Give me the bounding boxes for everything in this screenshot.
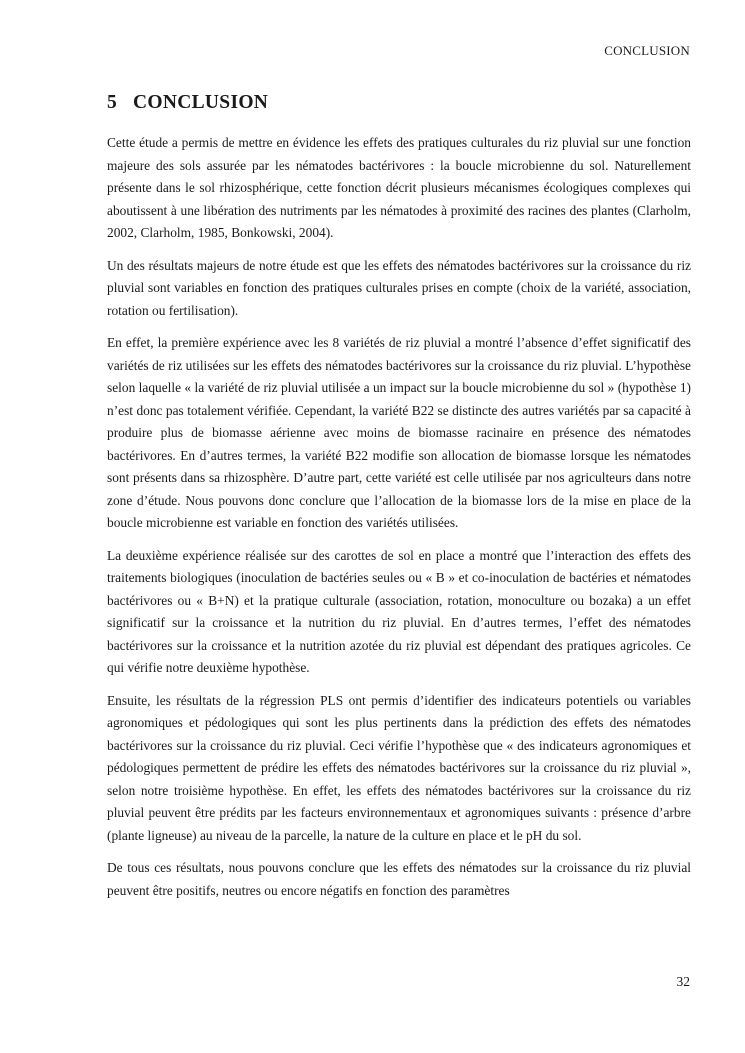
paragraph: Un des résultats majeurs de notre étude est que les effets des nématodes bactérivores sur la croissance du riz pluvial sont variables en fonction des pratiques culturales prises en compte (choix de la variété, association, rotation ou fertilisation).	[107, 257, 691, 318]
section-heading	[107, 92, 268, 114]
running-header: CONCLUSION	[604, 43, 690, 58]
paragraph: Ensuite, les résultats de la régression PLS ont permis d’identifier des indicateurs potentiels ou variables agronomiques et pédologiques qui sont les plus pertinents dans la prédiction des effets des nématodes bactérivores sur la croissance du riz pluvial. Ceci vérifie l’hypothèse que « des indicateurs agronomiques et pédologiques permettent de prédire les effets des nématodes bactérivores sur la croissance du riz pluvial », selon notre troisième hypothèse. En effet, les effets des nématodes bactérivores sur la croissance du riz pluvial peuvent être prédits par les facteurs environnementaux et agronomiques suivants : présence d’arbre (plante ligneuse) au niveau de la parcelle, la nature de la culture en place et le pH du sol.	[107, 692, 691, 843]
paragraph: Cette étude a permis de mettre en évidence les effets des pratiques culturales du riz pluvial sur une fonction majeure des sols assurée par les nématodes bactérivores : la boucle microbienne du sol. Naturellement présente dans le sol rhizosphérique, cette fonction décrit plusieurs mécanismes écologiques complexes qui aboutissent à une libération des nutriments par les nématodes à proximité des racines des plantes (Clarholm, 2002, Clarholm, 1985, Bonkowski, 2004).	[107, 135, 691, 240]
page-number: 32	[676, 974, 690, 989]
section-number: 5	[107, 92, 118, 113]
paragraph: De tous ces résultats, nous pouvons conclure que les effets des nématodes sur la croissance du riz pluvial peuvent être positifs, neutres ou encore négatifs en fonction des paramètres	[107, 860, 691, 898]
body-text	[107, 132, 691, 912]
paragraph: La deuxième expérience réalisée sur des carottes de sol en place a montré que l’interaction des effets des traitements biologiques (inoculation de bactéries seules ou « B » et co-inoculation de bactéries et nématodes bactérivores ou « B+N) et la pratique culturale (association, rotation, monoculture ou bozaka) a un effet significatif sur la croissance et la nutrition du riz pluvial. En d’autres termes, l’effet des nématodes bactérivores sur la croissance et la nutrition azotée du riz pluvial est dépendant des pratiques agricoles. Ce qui vérifie notre deuxième hypothèse.	[107, 547, 691, 675]
section-title: CONCLUSION	[133, 92, 269, 113]
paragraph: En effet, la première expérience avec les 8 variétés de riz pluvial a montré l’absence d’effet significatif des variétés de riz utilisées sur les effets des nématodes bactérivores sur la croissance du riz pluvial. L’hypothèse selon laquelle « la variété de riz pluvial utilisée a un impact sur la boucle microbienne du sol » (hypothèse 1) n’est donc pas totalement vérifiée. Cependant, la variété B22 se distincte des autres variétés par sa capacité à produire plus de biomasse aérienne avec moins de biomasse racinaire en présence des nématodes bactérivores. En d’autres termes, la variété B22 modifie son allocation de biomasse lorsque les nématodes sont présents dans sa rhizosphère. D’autre part, cette variété est celle utilisée par nos agriculteurs dans notre zone d’étude. Nous pouvons donc conclure que l’allocation de la biomasse lors de la mise en place de la boucle microbienne est variable en fonction des variétés utilisées.	[107, 335, 691, 530]
